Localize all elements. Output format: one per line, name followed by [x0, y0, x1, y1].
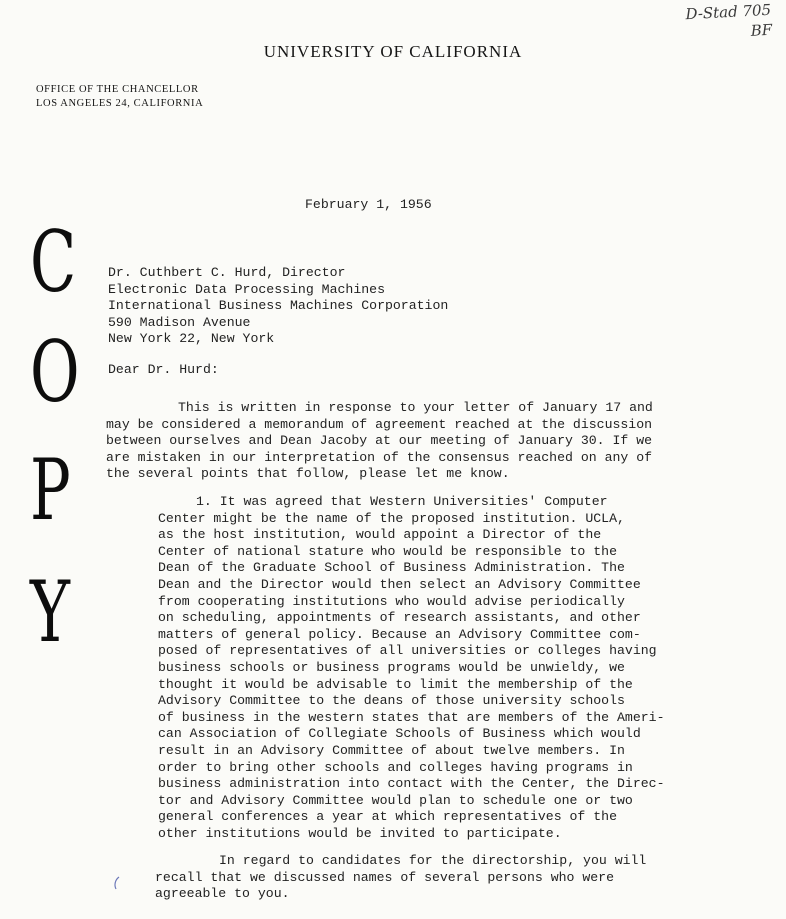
copy-letter-c: C [30, 213, 77, 311]
paragraph-line: tor and Advisory Committee would plan to schedule one or two [158, 792, 633, 808]
annotation-line-2: BF [750, 20, 773, 40]
annotation-line-1: D-Stad 705 [685, 0, 772, 24]
paragraph-line: of business in the western states that are members of the Ameri- [158, 709, 665, 725]
letter-date: February 1, 1956 [305, 197, 432, 212]
address-line: Electronic Data Processing Machines [108, 281, 385, 297]
paragraph-line: 1. It was agreed that Western Universities' Computer [196, 494, 608, 509]
address-line: International Business Machines Corporation [108, 298, 449, 313]
paragraph-line: Dean of the Graduate School of Business Administration. The [158, 560, 625, 576]
paragraph-line: between ourselves and Dean Jacoby at our meeting of January 30. If we [106, 433, 653, 448]
address-line: New York 22, New York [108, 331, 275, 346]
paragraph-line: order to bring other schools and colleges having programs in [158, 759, 633, 775]
paragraph-line: are mistaken in our interpretation of the consensus reached on any of [106, 449, 653, 465]
paragraph-line: Center might be the name of the proposed institution. UCLA, [158, 510, 625, 526]
paragraph-line: agreeable to you. [155, 886, 290, 901]
paragraph-line: business administration into contact with the Center, the Direc- [158, 776, 665, 792]
paragraph-line: matters of general policy. Because an Advisory Committee com- [158, 626, 641, 642]
copy-letter-y: Y [30, 563, 70, 661]
paragraph-line: posed of representatives of all universities or colleges having [158, 643, 657, 659]
paragraph-line: Advisory Committee to the deans of those university schools [158, 693, 625, 709]
address-line: 590 Madison Avenue [108, 314, 251, 330]
paragraph-line: as the host institution, would appoint a Director of the [158, 527, 602, 543]
paragraph-line: This is written in response to your letter of January 17 and [178, 400, 653, 415]
paragraph-line: from cooperating institutions who would advise periodically [158, 593, 625, 609]
office-block [36, 83, 203, 111]
salutation: Dear Dr. Hurd: [108, 362, 219, 377]
office-line-1: OFFICE OF THE CHANCELLOR [36, 84, 199, 95]
paragraph-line: Dean and the Director would then select an Advisory Committee [158, 576, 641, 592]
address-line: Dr. Cuthbert C. Hurd, Director [108, 265, 346, 280]
paragraph-2 [158, 494, 678, 842]
paragraph-line: Center of national stature who would be responsible to the [158, 543, 617, 559]
address-block [108, 265, 448, 348]
copy-letter-p: P [30, 441, 71, 539]
copy-letter-o: O [30, 323, 80, 421]
paragraph-line: the several points that follow, please let me know. [106, 466, 510, 481]
paragraph-line: on scheduling, appointments of research assistants, and other [158, 610, 641, 626]
paragraph-line: result in an Advisory Committee of about twelve members. In [158, 742, 625, 758]
paragraph-line: may be considered a memorandum of agreement reached at the discussion [106, 416, 653, 432]
office-line-2: LOS ANGELES 24, CALIFORNIA [36, 98, 204, 109]
paragraph-line: thought it would be advisable to limit the membership of the [158, 676, 633, 692]
paragraph-1 [106, 400, 686, 483]
handwritten-annotation [685, 0, 773, 44]
letterhead-title: UNIVERSITY OF CALIFORNIA [263, 42, 523, 61]
paragraph-line: recall that we discussed names of several persons who were [155, 869, 614, 885]
paragraph-line: other institutions would be invited to participate. [158, 825, 562, 841]
paragraph-line: can Association of Collegiate Schools of Business which would [158, 726, 641, 742]
pen-mark-icon [112, 875, 122, 891]
paragraph-3 [155, 853, 675, 903]
paragraph-line: business schools or business programs would be unwieldy, we [158, 659, 625, 675]
paragraph-line: In regard to candidates for the directorship, you will [219, 853, 647, 868]
paragraph-line: general conferences a year at which representatives of the [158, 809, 617, 825]
